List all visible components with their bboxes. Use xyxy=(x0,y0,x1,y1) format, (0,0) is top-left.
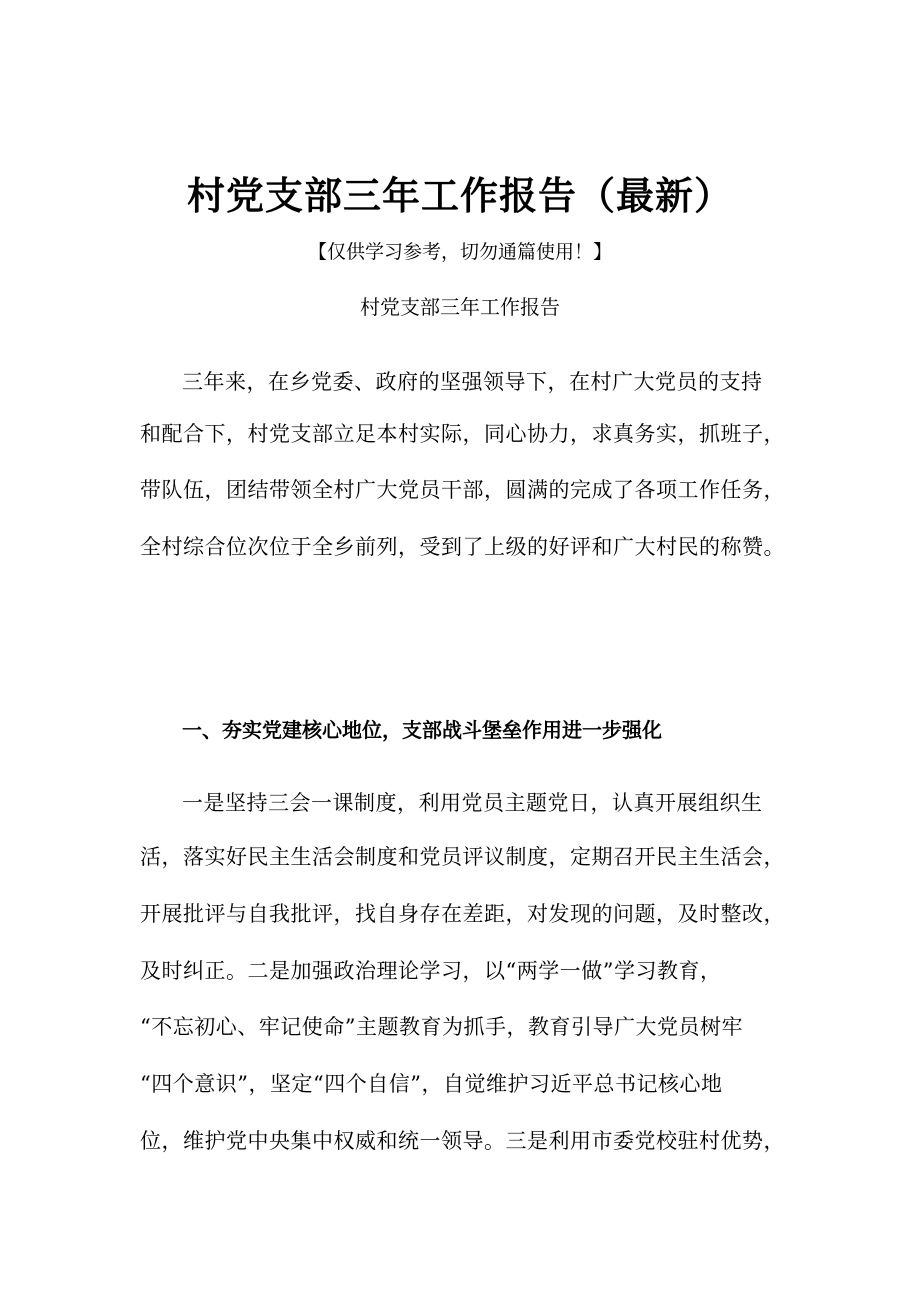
intro-paragraph-line: 和配合下，村党支部立足本村实际，同心协力，求真务实，抓班子， xyxy=(140,422,785,446)
intro-paragraph-line: 全村综合位次位于全乡前列，受到了上级的好评和广大村民的称赞。 xyxy=(140,535,785,559)
section-heading: 一、夯实党建核心地位，支部战斗堡垒作用进一步强化 xyxy=(182,718,662,742)
section-paragraph-line: “四个意识”，坚定“四个自信”，自觉维护习近平总书记核心地 xyxy=(140,1072,723,1096)
section-paragraph-line: 及时纠正。二是加强政治理论学习，以“两学一做”学习教育， xyxy=(140,959,722,983)
document-subtitle: 【仅供学习参考，切勿通篇使用！】 xyxy=(307,241,612,263)
section-paragraph-line: “不忘初心、牢记使命”主题教育为抓手，教育引导广大党员树牢 xyxy=(140,1015,743,1039)
intro-paragraph-line: 三年来，在乡党委、政府的坚强领导下，在村广大党员的支持 xyxy=(182,370,763,394)
intro-paragraph-line: 带队伍，团结带领全村广大党员干部，圆满的完成了各项工作任务， xyxy=(140,478,785,502)
section-paragraph-line: 开展批评与自我批评，找自身存在差距，对发现的问题，及时整改， xyxy=(140,902,785,926)
report-heading: 村党支部三年工作报告 xyxy=(360,295,560,319)
section-paragraph-line: 位，维护党中央集中权威和统一领导。三是利用市委党校驻村优势， xyxy=(140,1129,785,1153)
section-paragraph-line: 活，落实好民主生活会制度和党员评议制度，定期召开民主生活会， xyxy=(140,845,785,869)
section-paragraph-line: 一是坚持三会一课制度，利用党员主题党日，认真开展组织生 xyxy=(182,791,763,815)
document-title: 村党支部三年工作报告（最新） xyxy=(186,174,733,218)
